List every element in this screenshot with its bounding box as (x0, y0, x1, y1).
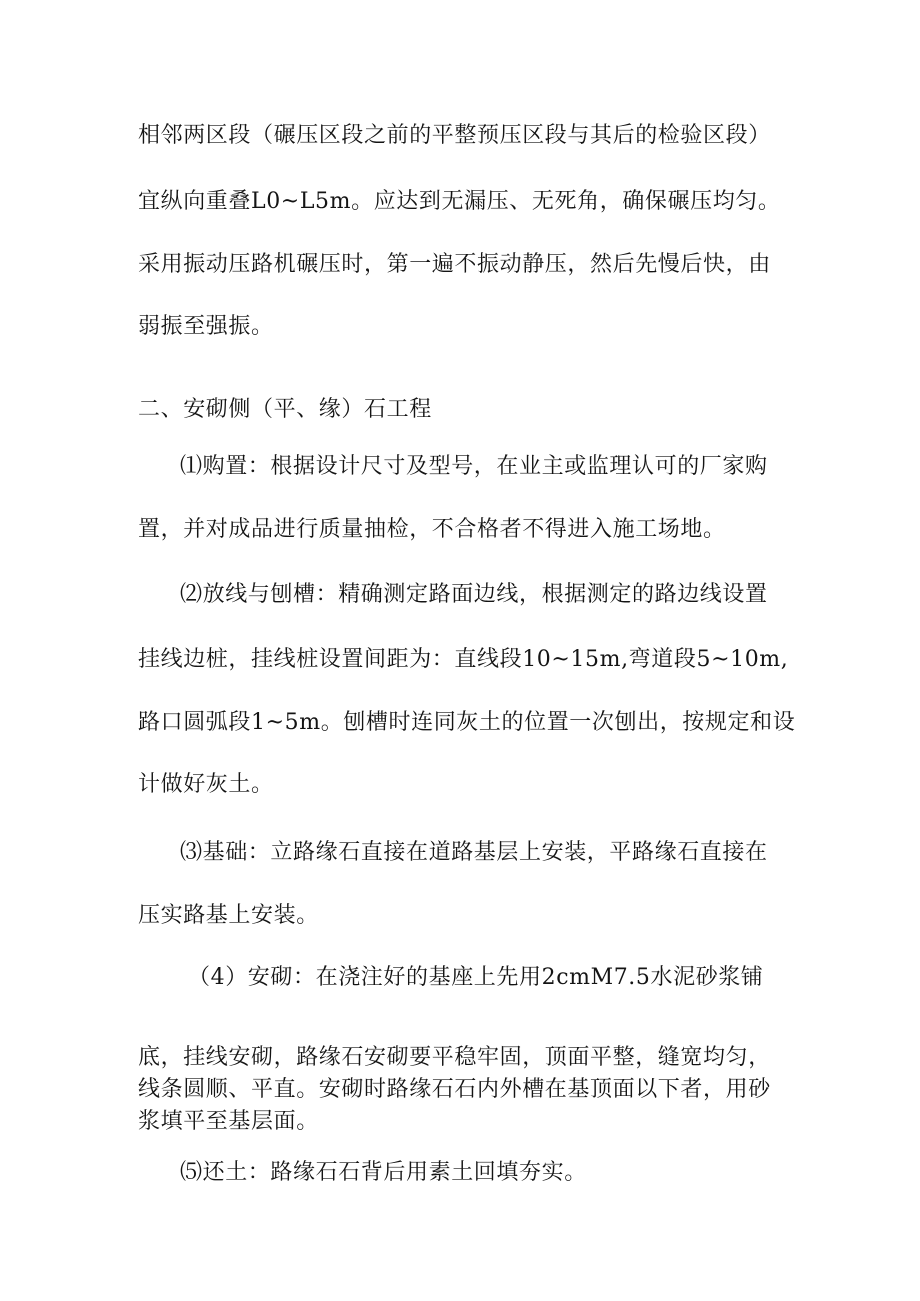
paragraph-line: 计做好灰土。 (138, 772, 274, 797)
paragraph-line: ⑸还土：路缘石石背后用素土回填夯实。 (180, 1160, 587, 1185)
paragraph-line: ⑶基础：立路缘石直接在道路基层上安装，平路缘石直接在 (180, 840, 768, 865)
paragraph-line: 挂线边桩，挂线桩设置间距为：直线段10~15m,弯道段5~10m, (138, 647, 789, 672)
paragraph-line: 弱振至强振。 (138, 314, 274, 339)
paragraph-line: （4）安砌：在浇注好的基座上先用2cmM7.5水泥砂浆铺 (188, 965, 764, 990)
paragraph-line: 宜纵向重叠L0~L5m。应达到无漏压、无死角，确保碾压均匀。 (138, 189, 781, 214)
paragraph-line: 底，挂线安砌，路缘石安砌要平稳牢固，顶面平整，缝宽均匀， (138, 1045, 771, 1070)
paragraph-line: 置，并对成品进行质量抽检，不合格者不得进入施工场地。 (138, 517, 726, 542)
paragraph-line: ⑵放线与刨槽：精确测定路面边线，根据测定的路边线设置 (180, 582, 768, 607)
paragraph-line: 线条圆顺、平直。安砌时路缘石石内外槽在基顶面以下者，用砂 (138, 1077, 771, 1102)
paragraph-line: 采用振动压路机碾压时，第一遍不振动静压，然后先慢后快，由 (138, 252, 771, 277)
paragraph-line: 浆填平至基层面。 (138, 1109, 319, 1134)
paragraph-line: ⑴购置：根据设计尺寸及型号，在业主或监理认可的厂家购 (180, 454, 768, 479)
paragraph-line: 相邻两区段（碾压区段之前的平整预压区段与其后的检验区段） (138, 123, 771, 148)
section-heading: 二、安砌侧（平、缘）石工程 (138, 397, 432, 422)
paragraph-line: 路口圆弧段1~5m。刨槽时连同灰土的位置一次刨出，按规定和设 (138, 710, 796, 735)
paragraph-line: 压实路基上安装。 (138, 903, 319, 928)
